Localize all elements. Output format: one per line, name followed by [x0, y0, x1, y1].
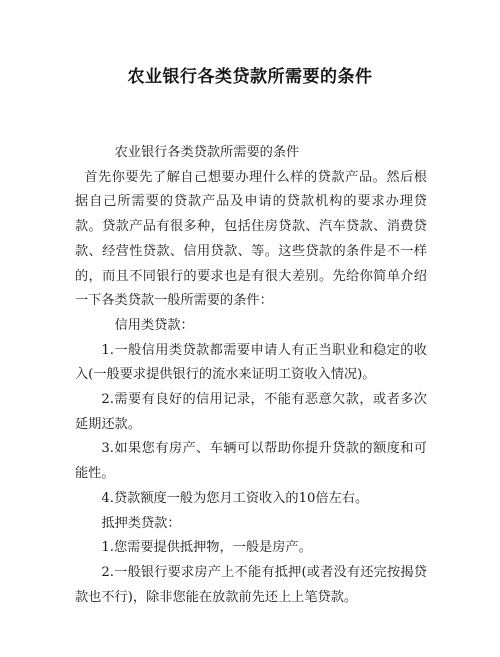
section-heading-mortgage-loan: 抵押类贷款：	[101, 515, 181, 531]
document-body	[75, 141, 427, 610]
section-heading-credit-loan: 信用类贷款：	[114, 317, 194, 333]
body-heading: 农业银行各类贷款所需要的条件	[114, 145, 300, 160]
credit-loan-item-2: 2.需要有良好的信用记录，不能有恶意欠款，或者多次延期还款。	[75, 392, 427, 432]
document-title: 农业银行各类贷款所需要的条件	[127, 67, 373, 87]
mortgage-loan-item-2: 2.一般银行要求房产上不能有抵押(或者没有还完按揭贷款也不行)，除非您能在放款前先还上上笔贷款。	[75, 564, 427, 605]
mortgage-loan-item-1: 1.您需要提供抵押物，一般是房产。	[101, 540, 312, 556]
credit-loan-item-1: 1.一般信用类贷款都需要申请人有正当职业和稳定的收入(一般要求提供银行的流水来证明工资收入情况)。	[75, 342, 427, 383]
intro-paragraph: 首先你要先了解自己想要办理什么样的贷款产品。然后根据自己所需要的贷款产品及申请的贷款机构的要求办理贷款。贷款产品有很多种，包括住房贷款、汽车贷款、消费贷款、经营性贷款、信用贷款、等。这些贷款的条件是不一样的，而且不同银行的要求也是有很大差别。先给你简单介绍一下各类贷款一般所需要的条件：	[75, 169, 427, 309]
credit-loan-item-3: 3.如果您有房产、车辆可以帮助你提升贷款的额度和可能性。	[75, 441, 427, 482]
credit-loan-item-4: 4.贷款额度一般为您月工资收入的10倍左右。	[101, 490, 369, 506]
